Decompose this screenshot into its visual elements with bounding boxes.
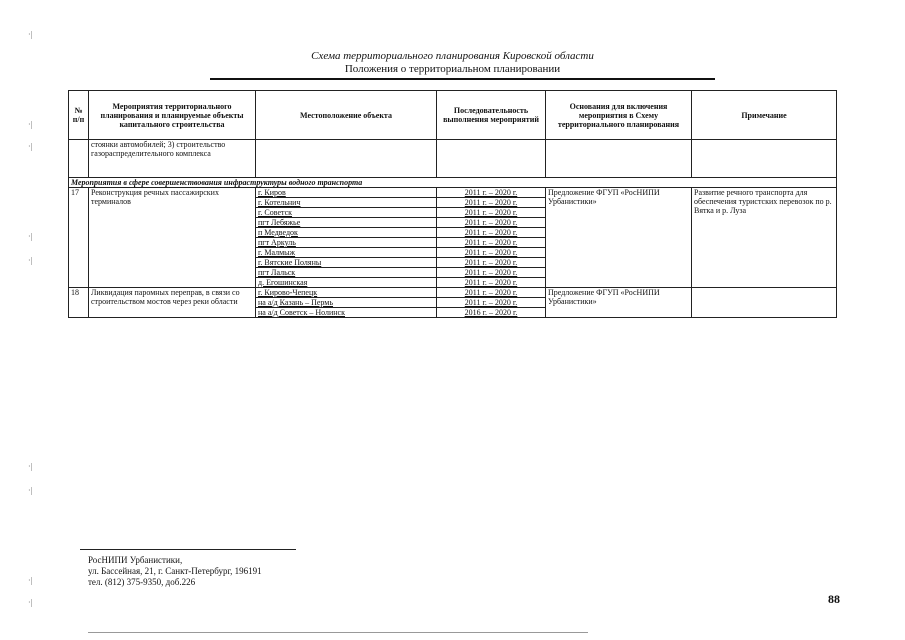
footer-org: РосНИПИ Урбанистики, [88, 555, 183, 565]
scan-mark: ·| [28, 232, 33, 241]
row-location: г. Котельнич [256, 198, 437, 208]
row-date: 2011 г. – 2020 г. [437, 258, 546, 268]
col-header-num: № п/п [69, 91, 89, 140]
col-header-measure: Мероприятия территориального планирования и планируемые объекты капитального строительства [89, 91, 256, 140]
row-location: г. Вятские Поляны [256, 258, 437, 268]
scan-mark: ·| [28, 142, 33, 151]
row-number: 18 [69, 288, 89, 318]
scan-mark: ·| [28, 486, 33, 495]
document-title: Схема территориального планирования Кировской области [311, 50, 594, 62]
row-location: на а/д Казань – Пермь [256, 298, 437, 308]
page-number: 88 [828, 592, 840, 606]
row-date: 2011 г. – 2020 г. [437, 248, 546, 258]
scan-mark: ·| [28, 576, 33, 585]
row-location: на а/д Советск – Нолинск [256, 308, 437, 318]
row-date: 2011 г. – 2020 г. [437, 288, 546, 298]
continuation-measure: стоянки автомобилей; 3) строительство газораспределительного комплекса [89, 140, 256, 178]
scan-mark: ·| [28, 256, 33, 265]
row-date: 2011 г. – 2020 г. [437, 228, 546, 238]
footer-rule [80, 549, 296, 550]
table-body [69, 188, 837, 318]
row-location: п Медведок [256, 228, 437, 238]
row-number: 17 [69, 188, 89, 288]
table-row [69, 188, 837, 198]
row-location: г. Кирово-Чепецк [256, 288, 437, 298]
col-header-sequence: Последовательность выполнения мероприятий [437, 91, 546, 140]
col-header-basis: Основания для включения мероприятия в Схему территориального планирования [546, 91, 692, 140]
footer [88, 555, 262, 588]
row-date: 2011 г. – 2020 г. [437, 188, 546, 198]
row-location: пгт Лальск [256, 268, 437, 278]
section-row [69, 178, 837, 188]
measures-table [68, 90, 837, 318]
row-date: 2011 г. – 2020 г. [437, 218, 546, 228]
row-location: пгт Лебяжье [256, 218, 437, 228]
footer-phone: тел. (812) 375-9350, доб.226 [88, 577, 196, 587]
row-basis: Предложение ФГУП «РосНИПИ Урбанистики» [546, 288, 692, 318]
header-rule [210, 78, 715, 80]
row-location: г. Малмыж [256, 248, 437, 258]
document-subtitle: Положения о территориальном планировании [344, 63, 561, 75]
scan-mark: ·| [28, 120, 33, 129]
col-header-location: Местоположение объекта [256, 91, 437, 140]
row-measure: Ликвидация паромных переправ, в связи со строительством мостов через реки области [89, 288, 256, 318]
row-date: 2011 г. – 2020 г. [437, 208, 546, 218]
scan-mark: ·| [28, 30, 33, 39]
row-note: Развитие речного транспорта для обеспечения туристских перевозок по р. Вятка и р. Луза [692, 188, 837, 288]
col-header-note: Примечание [692, 91, 837, 140]
table-row [69, 288, 837, 298]
row-date: 2011 г. – 2020 г. [437, 278, 546, 288]
continuation-row [69, 140, 837, 178]
row-location: г. Киров [256, 188, 437, 198]
footer-address: ул. Бассейная, 21, г. Санкт-Петербург, 196191 [88, 566, 262, 576]
scan-mark: ·| [28, 598, 33, 607]
bottom-rule [88, 632, 588, 633]
scan-mark: ·| [28, 462, 33, 471]
row-date: 2011 г. – 2020 г. [437, 298, 546, 308]
row-date: 2011 г. – 2020 г. [437, 238, 546, 248]
row-date: 2011 г. – 2020 г. [437, 198, 546, 208]
row-date: 2011 г. – 2020 г. [437, 268, 546, 278]
row-basis: Предложение ФГУП «РосНИПИ Урбанистики» [546, 188, 692, 288]
row-location: д. Егошинская [256, 278, 437, 288]
table-header-row [69, 91, 837, 140]
row-date: 2016 г. – 2020 г. [437, 308, 546, 318]
row-measure: Реконструкция речных пассажирских терминалов [89, 188, 256, 288]
row-location: г. Советск [256, 208, 437, 218]
row-location: пгт Аркуль [256, 238, 437, 248]
row-note [692, 288, 837, 318]
section-title: Мероприятия в сфере совершенствования инфраструктуры водного транспорта [69, 178, 837, 188]
